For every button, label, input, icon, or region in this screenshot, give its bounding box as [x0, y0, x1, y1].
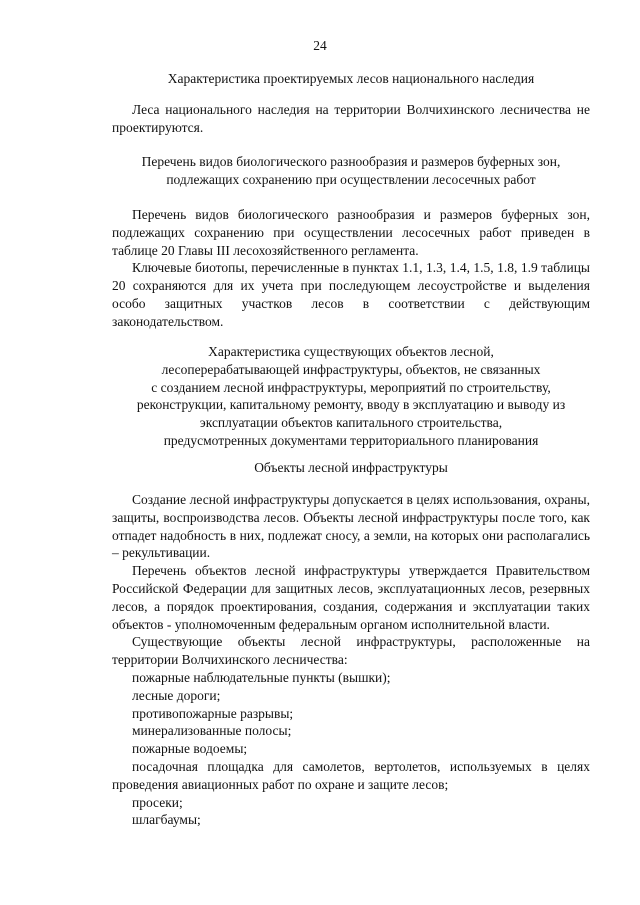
heading-line: предусмотренных документами территориального планирования	[163, 432, 539, 448]
list-item: минерализованные полосы;	[132, 723, 292, 739]
section-heading-national-heritage: Характеристика проектируемых лесов национального наследия	[167, 71, 535, 86]
list-item: просеки;	[132, 794, 183, 810]
heading-line: подлежащих сохранению при осуществлении лесосечных работ	[166, 171, 536, 187]
list-item: лесные дороги;	[132, 687, 221, 703]
heading-line: лесоперерабатывающей инфраструктуры, объектов, не связанных	[161, 361, 541, 377]
paragraph-text: Перечень объектов лесной инфраструктуры утверждается Правительством Российской Федерации для защитных лесов, эксплуатационных лесов, резервных лесов, а порядок проектирования, создания, содержания и эксплуатации таких объектов - уполномоченным федеральным органом исполнительной власти.	[112, 563, 590, 632]
list-item: шлагбаумы;	[132, 812, 201, 828]
list-item: посадочная площадка для самолетов, вертолетов, используемых в целях проведения авиационных работ по охране и защите лесов;	[112, 758, 590, 792]
heading-line: реконструкции, капитальному ремонту, вводу в эксплуатацию и выводу из	[136, 397, 566, 413]
paragraph-text: Ключевые биотопы, перечисленные в пунктах 1.1, 1.3, 1.4, 1.5, 1.8, 1.9 таблицы 20 сохраняются для их учета при последующем лесоустройстве и выделения особо защитных участков лесов в соответствии с действующим законодательством.	[112, 260, 590, 329]
paragraph-text: Перечень видов биологического разнообразия и размеров буферных зон, подлежащих сохранению при осуществлении лесосечных работ приведен в таблице 20 Главы III лесохозяйственного регламента.	[112, 207, 590, 258]
section-heading-infrastructure-characteristics	[112, 343, 590, 450]
heading-line: Характеристика существующих объектов лесной,	[208, 344, 494, 359]
paragraph-text: Леса национального наследия на территории Волчихинского лесничества не проектируются.	[112, 102, 590, 135]
heading-line: с созданием лесной инфраструктуры, мероприятий по строительству,	[151, 379, 551, 395]
list-item: пожарные наблюдательные пункты (вышки);	[132, 669, 391, 685]
heading-line: эксплуатации объектов капитального строительства,	[199, 415, 503, 431]
forest-infrastructure-body	[112, 491, 590, 829]
list-item: пожарные водоемы;	[132, 741, 248, 757]
paragraph-national-heritage	[112, 101, 590, 137]
section-heading-biodiversity	[112, 153, 590, 189]
paragraph-text: Существующие объекты лесной инфраструктуры, расположенные на территории Волчихинского лесничества:	[112, 634, 590, 668]
heading-line: Перечень видов биологического разнообразия и размеров буферных зон,	[141, 154, 561, 169]
list-item: противопожарные разрывы;	[132, 705, 294, 721]
section-heading-forest-infrastructure: Объекты лесной инфраструктуры	[254, 460, 448, 475]
page-number: 24	[313, 38, 327, 53]
paragraph-text: Создание лесной инфраструктуры допускается в целях использования, охраны, защиты, воспроизводства лесов. Объекты лесной инфраструктуры после того, как отпадет надобность в них, подлежат сносу, а земли, на которых они располагались – рекультивации.	[112, 492, 590, 561]
biodiversity-paragraphs	[112, 206, 590, 331]
